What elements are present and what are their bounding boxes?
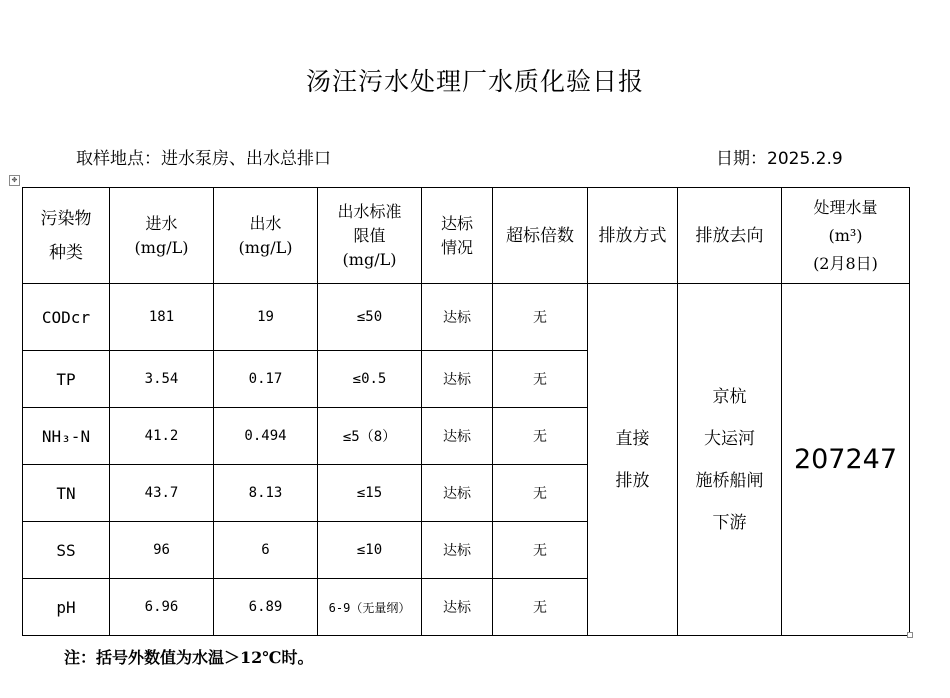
status-cell: 达标 [422,284,493,351]
exceed-cell: 无 [493,408,588,465]
table-row [23,284,910,351]
volume-cell: 207247 [782,284,910,636]
discharge-method-cell: 直接 排放 [588,284,678,636]
effluent-cell: 0.17 [214,351,318,408]
influent-cell: 3.54 [110,351,214,408]
water-quality-table [22,187,910,636]
status-cell: 达标 [422,351,493,408]
status-cell: 达标 [422,579,493,636]
header-discharge-destination: 排放去向 [678,188,782,284]
pollutant-cell: TN [23,465,110,522]
influent-cell: 96 [110,522,214,579]
header-row [23,188,910,284]
effluent-cell: 0.494 [214,408,318,465]
footnote: 注：括号外数值为水温＞12℃时。 [64,648,314,667]
pollutant-cell: SS [23,522,110,579]
influent-cell: 41.2 [110,408,214,465]
sampling-location: 取样地点：进水泵房、出水总排口 [76,149,331,169]
status-cell: 达标 [422,522,493,579]
report-date: 日期：2025.2.9 [716,149,843,169]
exceed-cell: 无 [493,284,588,351]
limit-cell: ≤10 [318,522,422,579]
header-exceed: 超标倍数 [493,188,588,284]
header-limit: 出水标准 限值 (mg/L) [318,188,422,284]
effluent-cell: 6.89 [214,579,318,636]
exceed-cell: 无 [493,465,588,522]
pollutant-cell: NH₃-N [23,408,110,465]
influent-cell: 181 [110,284,214,351]
discharge-destination-cell: 京杭 大运河 施桥船闸 下游 [678,284,782,636]
limit-cell: ≤5（8） [318,408,422,465]
header-discharge-method: 排放方式 [588,188,678,284]
pollutant-cell: pH [23,579,110,636]
header-pollutant: 污染物 种类 [23,188,110,284]
header-volume: 处理水量 (m³) (2月8日) [782,188,910,284]
header-status: 达标 情况 [422,188,493,284]
limit-cell: ≤50 [318,284,422,351]
limit-cell: ≤15 [318,465,422,522]
effluent-cell: 19 [214,284,318,351]
exceed-cell: 无 [493,579,588,636]
status-cell: 达标 [422,408,493,465]
influent-cell: 6.96 [110,579,214,636]
limit-cell: 6-9（无量纲） [318,579,422,636]
resize-handle-icon[interactable] [907,632,913,638]
exceed-cell: 无 [493,522,588,579]
header-influent: 进水 (mg/L) [110,188,214,284]
pollutant-cell: CODcr [23,284,110,351]
status-cell: 达标 [422,465,493,522]
header-effluent: 出水 (mg/L) [214,188,318,284]
report-title: 汤汪污水处理厂水质化验日报 [305,67,644,96]
limit-cell: ≤0.5 [318,351,422,408]
effluent-cell: 6 [214,522,318,579]
move-anchor-icon[interactable]: ✥ [9,175,20,186]
influent-cell: 43.7 [110,465,214,522]
exceed-cell: 无 [493,351,588,408]
pollutant-cell: TP [23,351,110,408]
effluent-cell: 8.13 [214,465,318,522]
